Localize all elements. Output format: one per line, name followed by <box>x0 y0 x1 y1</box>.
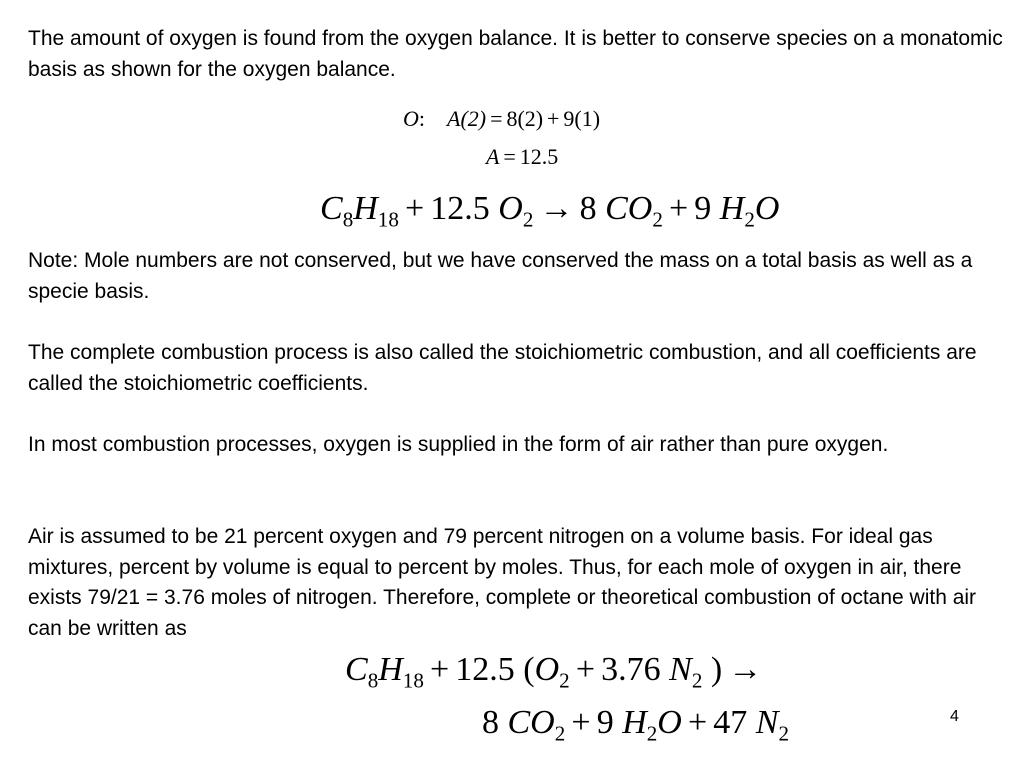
r1-coef-o2: 12.5 <box>430 190 490 227</box>
r2-rparen: ) <box>710 651 723 688</box>
eq-a-value: 12.5 <box>519 144 559 169</box>
eq-plus: + <box>547 106 560 131</box>
r3-coef-n2: 47 <box>713 704 748 741</box>
r2-c-sub: 8 <box>367 668 379 693</box>
r3-n-sub: 2 <box>778 721 789 746</box>
r3-co-sub: 2 <box>554 721 566 746</box>
paragraph-note-mole-numbers: Note: Mole numbers are not conserved, but we have conserved the mass on a total basis as well as a specie basis. <box>28 249 973 303</box>
r3-coef-h2o: 9 <box>596 704 614 741</box>
r2-n-sub: 2 <box>691 668 703 693</box>
r1-h2: H <box>719 190 745 227</box>
r1-coef-h2o: 9 <box>694 190 712 227</box>
eq-equals: = <box>490 106 503 131</box>
eq-a-equals: = <box>503 144 516 169</box>
r3-n: N <box>755 704 779 741</box>
equation-octane-air-line2 <box>482 704 789 746</box>
equation-octane-air-line1 <box>345 651 768 693</box>
eq-lhs: A(2) <box>447 106 487 131</box>
r3-co: CO <box>507 704 555 741</box>
paragraph-air-supply: In most combustion processes, oxygen is supplied in the form of air rather than pure oxygen. <box>28 433 889 456</box>
r1-h2-sub: 2 <box>744 207 755 232</box>
r3-plus2: + <box>687 704 708 741</box>
r2-lparen: ( <box>523 651 535 688</box>
r1-plus1: + <box>404 190 425 227</box>
paragraph-stoichiometric: The complete combustion process is also called the stoichiometric combustion, and all coefficients are called the stoichiometric coefficients. <box>28 341 977 395</box>
r3-plus1: + <box>571 704 591 741</box>
eq-colon: : <box>418 106 426 131</box>
r1-arrow: → <box>539 190 574 227</box>
r1-o-sub: 2 <box>522 207 534 232</box>
eq-a: A <box>486 144 500 169</box>
equation-a-result <box>486 146 558 168</box>
r1-c-sub: 8 <box>342 207 354 232</box>
eq-species: O <box>403 106 419 131</box>
eq-rhs-a: 8(2) <box>506 106 544 131</box>
r2-o: O <box>534 651 560 688</box>
r3-h: H <box>622 704 647 741</box>
r2-n: N <box>669 651 692 688</box>
r3-h2o-o: O <box>657 704 682 741</box>
r1-h-sub: 18 <box>377 207 399 232</box>
r2-c: C <box>345 651 368 688</box>
r2-plus2: + <box>575 651 596 688</box>
page-number: 4 <box>950 708 959 725</box>
r1-co: CO <box>605 190 653 227</box>
eq-rhs-b: 9(1) <box>563 106 601 131</box>
r3-h-sub: 2 <box>646 721 658 746</box>
r1-h: H <box>353 190 378 227</box>
r2-h: H <box>378 651 403 688</box>
r2-h-sub: 18 <box>402 668 424 693</box>
r1-c: C <box>320 190 343 227</box>
r2-o-sub: 2 <box>559 668 570 693</box>
paragraph-oxygen-balance-intro: The amount of oxygen is found from the oxygen balance. It is better to conserve species on a monatomic basis as shown for the oxygen balance. <box>28 27 1003 81</box>
r2-arrow: → <box>728 651 763 688</box>
r1-h2o-o: O <box>754 190 780 227</box>
r1-plus2: + <box>669 190 689 227</box>
r1-o: O <box>498 190 523 227</box>
r1-co-sub: 2 <box>652 207 663 232</box>
r1-coef-co2: 8 <box>579 190 597 227</box>
r3-coef-co2: 8 <box>482 704 499 741</box>
r2-coef-air: 12.5 <box>455 651 515 688</box>
equation-octane-combustion-o2 <box>320 190 780 232</box>
equation-oxygen-balance <box>403 108 600 130</box>
r2-coef-n2: 3.76 <box>601 651 661 688</box>
r2-plus1: + <box>429 651 450 688</box>
paragraph-air-composition: Air is assumed to be 21 percent oxygen and 79 percent nitrogen on a volume basis. For ideal gas mixtures, percent by volume is equal to percent by moles. Thus, for each mole of oxygen in air, there exists 79/21 = 3.76 moles of nitrogen. Therefore, complete or theoretical combustion of octane with air can be written as <box>28 525 977 640</box>
